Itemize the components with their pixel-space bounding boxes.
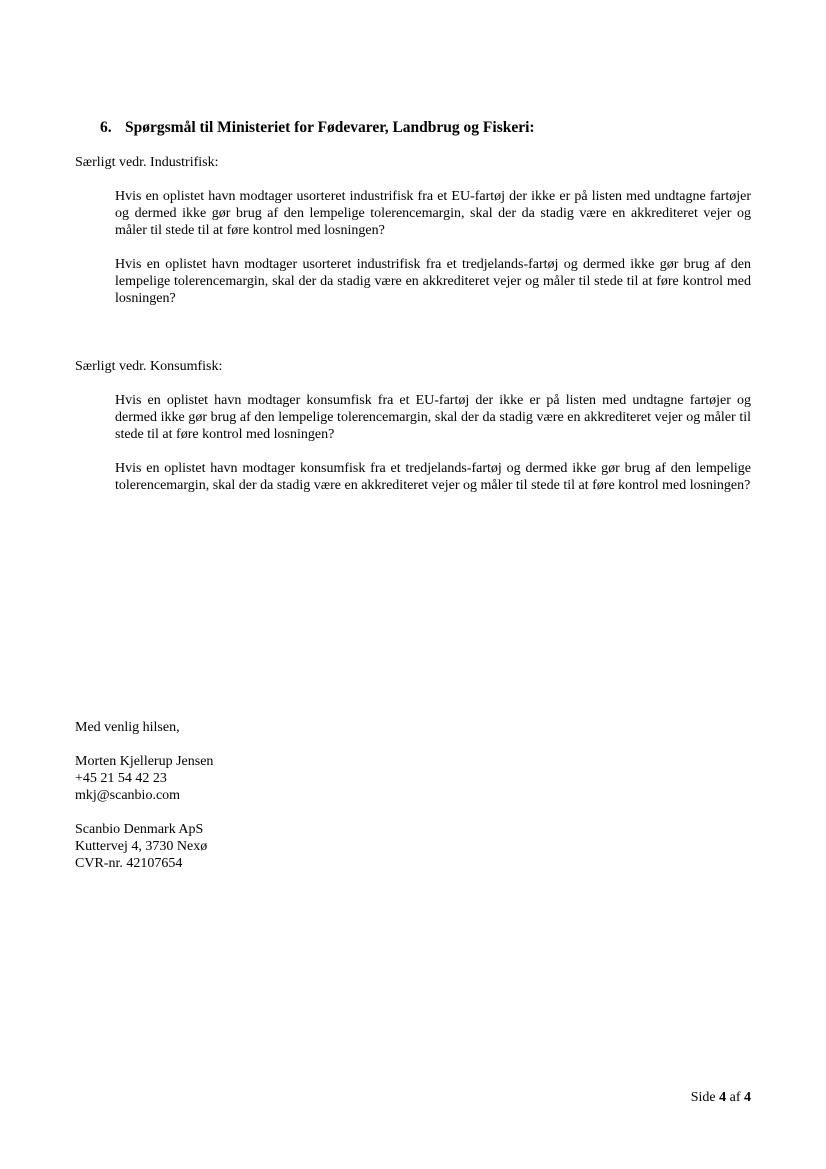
industrifisk-label: Særligt vedr. Industrifisk:: [75, 155, 219, 170]
closing-greeting: Med venlig hilsen,: [75, 720, 180, 735]
industrifisk-question-2: Hvis en oplistet havn modtager usorteret industrifisk fra et tredjelands-fartøj og dermed ikke gør brug af den lempelige tolerencemargin, skal der da stadig være en akkrediteret vejer og måler til stede til at føre kontrol med losningen?: [115, 257, 751, 306]
company-name: Scanbio Denmark ApS: [75, 822, 204, 837]
section-heading: [100, 118, 535, 137]
company-address: Kuttervej 4, 3730 Nexø: [75, 839, 208, 854]
page-prefix: Side: [690, 1090, 716, 1105]
page-number: [640, 1089, 751, 1106]
signature-phone: +45 21 54 42 23: [75, 771, 167, 786]
section-title: Spørgsmål til Ministeriet for Fødevarer, Landbrug og Fiskeri:: [125, 119, 535, 136]
signature-name: Morten Kjellerup Jensen: [75, 754, 214, 769]
company-cvr: CVR-nr. 42107654: [75, 856, 183, 871]
current-page: 4: [719, 1090, 727, 1105]
konsumfisk-question-2: Hvis en oplistet havn modtager konsumfisk fra et tredjelands-fartøj og dermed ikke gør brug af den lempelige tolerencemargin, skal der da stadig være en akkrediteret vejer og måler til stede til at føre kontrol med losningen?: [115, 461, 751, 493]
section-number: 6.: [100, 119, 112, 136]
industrifisk-question-1: Hvis en oplistet havn modtager usorteret industrifisk fra et EU-fartøj der ikke er på listen med undtagne fartøjer og dermed ikke gør brug af den lempelige tolerencemargin, skal der da stadig være en akkrediteret vejer og måler til stede til at føre kontrol med losningen?: [115, 189, 751, 238]
signature-company: [75, 821, 207, 872]
page-separator: af: [729, 1090, 741, 1105]
signature-email: mkj@scanbio.com: [75, 788, 181, 803]
total-pages: 4: [744, 1090, 751, 1105]
konsumfisk-label: Særligt vedr. Konsumfisk:: [75, 359, 223, 374]
konsumfisk-question-1: Hvis en oplistet havn modtager konsumfisk fra et EU-fartøj der ikke er på listen med undtagne fartøjer og dermed ikke gør brug af den lempelige tolerencemargin, skal der da stadig være en akkrediteret vejer og måler til stede til at føre kontrol med losningen?: [115, 393, 751, 442]
signature-contact: [75, 753, 213, 804]
